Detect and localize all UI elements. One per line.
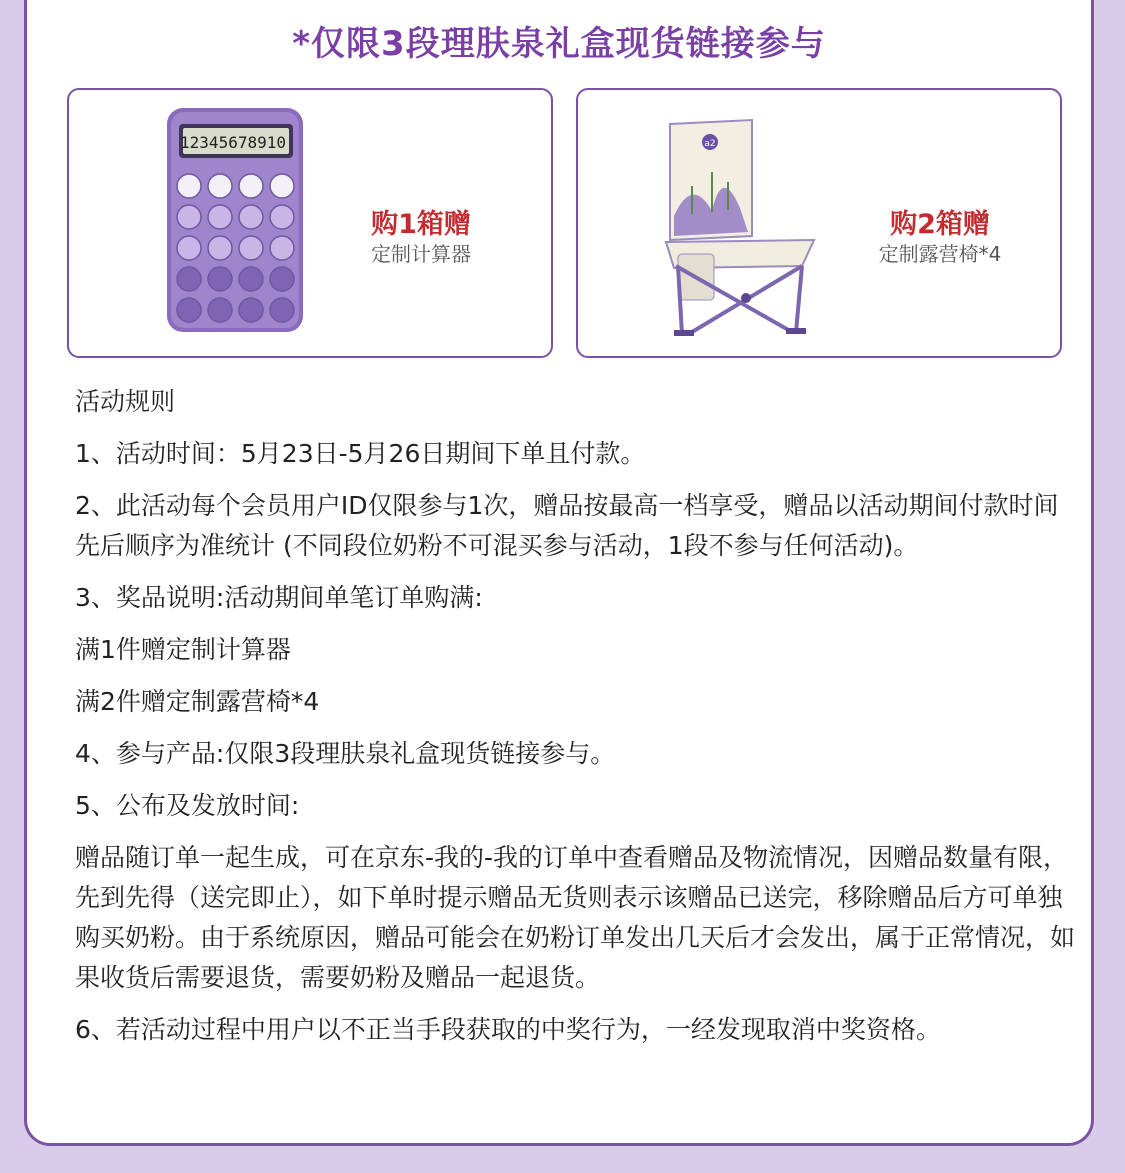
- camping-chair-image: [662, 116, 822, 340]
- calculator-key: [270, 205, 294, 229]
- calculator-key: [177, 267, 201, 291]
- calculator-key: [270, 174, 294, 198]
- calculator-image: [165, 106, 307, 336]
- calculator-key: [208, 236, 232, 260]
- headline: *仅限3段理肤泉礼盒现货链接参与: [292, 24, 826, 64]
- rules-heading: 活动规则: [75, 387, 176, 416]
- rules-card: [24, 0, 1094, 1146]
- rule-item: 满1件赠定制计算器: [75, 635, 291, 664]
- calculator-key: [177, 174, 201, 198]
- calculator-key: [239, 205, 263, 229]
- rule-item: 3、奖品说明:活动期间单笔订单购满:: [75, 583, 483, 612]
- calculator-key: [208, 174, 232, 198]
- calculator-key: [270, 267, 294, 291]
- rule-item: 满2件赠定制露营椅*4: [75, 687, 320, 716]
- gift-subtitle: 定制计算器: [371, 242, 471, 266]
- rules-section: [75, 382, 1075, 1062]
- calculator-key: [177, 205, 201, 229]
- a2-logo: a2: [704, 139, 716, 149]
- gift-subtitle: 定制露营椅*4: [878, 242, 1002, 266]
- gift-box-calculator: [67, 88, 553, 358]
- calculator-key: [239, 236, 263, 260]
- calculator-key: [239, 267, 263, 291]
- calculator-key: [177, 236, 201, 260]
- gift-box-camping-chair: [576, 88, 1062, 358]
- calculator-key: [208, 205, 232, 229]
- gift-title: 购1箱赠: [371, 209, 471, 240]
- rule-item: 1、活动时间：5月23日-5月26日期间下单且付款。: [75, 439, 646, 468]
- rule-item: 2、此活动每个会员用户ID仅限参与1次，赠品按最高一档享受，赠品以活动期间付款时间先后顺序为准统计 (不同段位奶粉不可混买参与活动，1段不参与任何活动)。: [75, 491, 1059, 560]
- rule-item: 赠品随订单一起生成，可在京东-我的-我的订单中查看赠品及物流情况，因赠品数量有限，先到先得（送完即止），如下单时提示赠品无货则表示该赠品已送完，移除赠品后方可单独购买奶粉。由于系统原因，赠品可能会在奶粉订单发出几天后才会发出，属于正常情况，如果收货后需要退货，需要奶粉及赠品一起退货。: [75, 843, 1076, 992]
- rule-item: 5、公布及发放时间:: [75, 791, 300, 820]
- rule-item: 4、参与产品:仅限3段理肤泉礼盒现货链接参与。: [75, 739, 616, 768]
- calculator-key: [270, 298, 294, 322]
- calculator-key: [208, 267, 232, 291]
- calculator-key: [270, 236, 294, 260]
- calculator-display: 12345678910: [180, 133, 286, 152]
- calculator-key: [208, 298, 232, 322]
- gift-title: 购2箱赠: [890, 209, 990, 240]
- calculator-key: [239, 298, 263, 322]
- rule-item: 6、若活动过程中用户以不正当手段获取的中奖行为，一经发现取消中奖资格。: [75, 1015, 941, 1044]
- calculator-key: [239, 174, 263, 198]
- calculator-key: [177, 298, 201, 322]
